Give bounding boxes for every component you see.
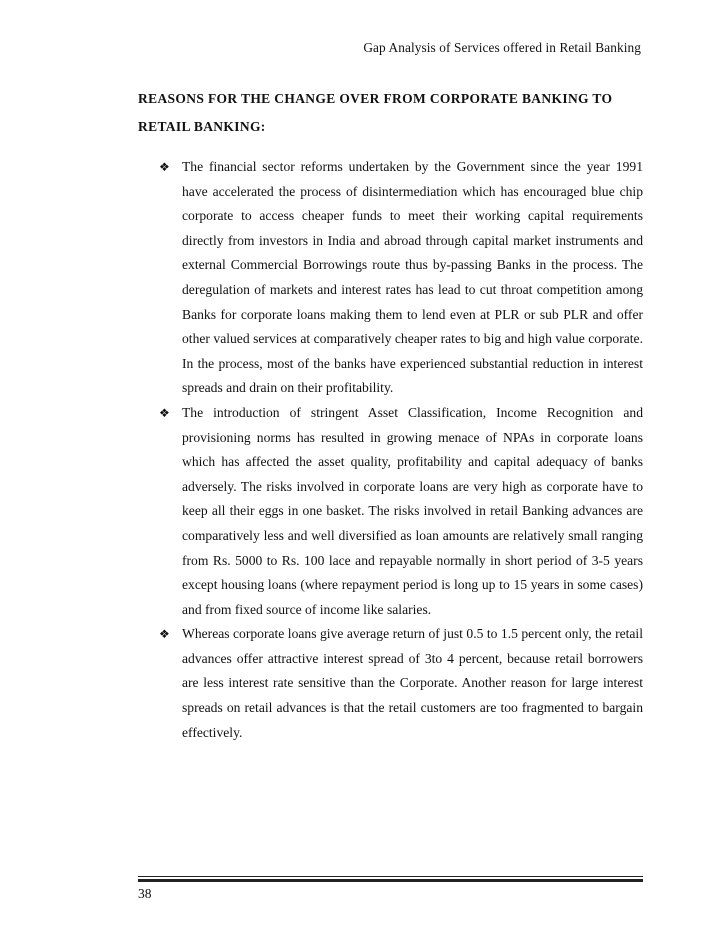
diamond-bullet-icon: ❖ <box>159 405 170 420</box>
diamond-bullet-icon: ❖ <box>159 627 170 642</box>
page-header: Gap Analysis of Services offered in Retail Banking <box>363 40 641 55</box>
bullet-item <box>159 155 643 401</box>
page-number: 38 <box>138 886 152 901</box>
bullet-text: The financial sector reforms undertaken by the Government since the year 1991 have accelerated the process of disintermediation which has encouraged blue chip corporate to access cheaper funds to meet their working capital requirements directly from investors in India and abroad through capital market instruments and external Commercial Borrowings route thus by-passing Banks in the process. The deregulation of markets and interest rates has lead to cut throat competition among Banks for corporate loans making them to lend even at PLR or sub PLR and offer other valued services at comparatively cheaper rates to big and high value corporate. In the process, most of the banks have experienced substantial reduction in interest spreads and drain on their profitability. <box>182 159 643 396</box>
bullet-item <box>159 622 643 745</box>
footer-divider-thick <box>138 879 643 882</box>
diamond-bullet-icon: ❖ <box>159 160 170 174</box>
section-heading: REASONS FOR THE CHANGE OVER FROM CORPORATE BANKING TO RETAIL BANKING: <box>138 91 613 134</box>
bullet-text: Whereas corporate loans give average return of just 0.5 to 1.5 percent only, the retail advances offer attractive interest spread of 3to 4 percent, because retail borrowers are less interest rate sensitive than the Corporate. Another reason for large interest spreads on retail advances is that the retail customers are too fragmented to bargain effectively. <box>182 626 643 740</box>
bullet-item <box>159 401 643 622</box>
bullet-list <box>159 155 643 745</box>
footer-divider <box>138 876 643 877</box>
bullet-text: The introduction of stringent Asset Classification, Income Recognition and provisioning norms has resulted in growing menace of NPAs in corporate loans which has affected the asset quality, profitability and capital adequacy of banks adversely. The risks involved in corporate loans are very high as corporate have to keep all their eggs in one basket. The risks involved in retail Banking advances are comparatively less and well diversified as loan amounts are relatively small ranging from Rs. 5000 to Rs. 100 lace and repayable normally in short period of 3-5 years except housing loans (where repayment period is long up to 15 years in some cases) and from fixed source of income like salaries. <box>182 404 643 617</box>
